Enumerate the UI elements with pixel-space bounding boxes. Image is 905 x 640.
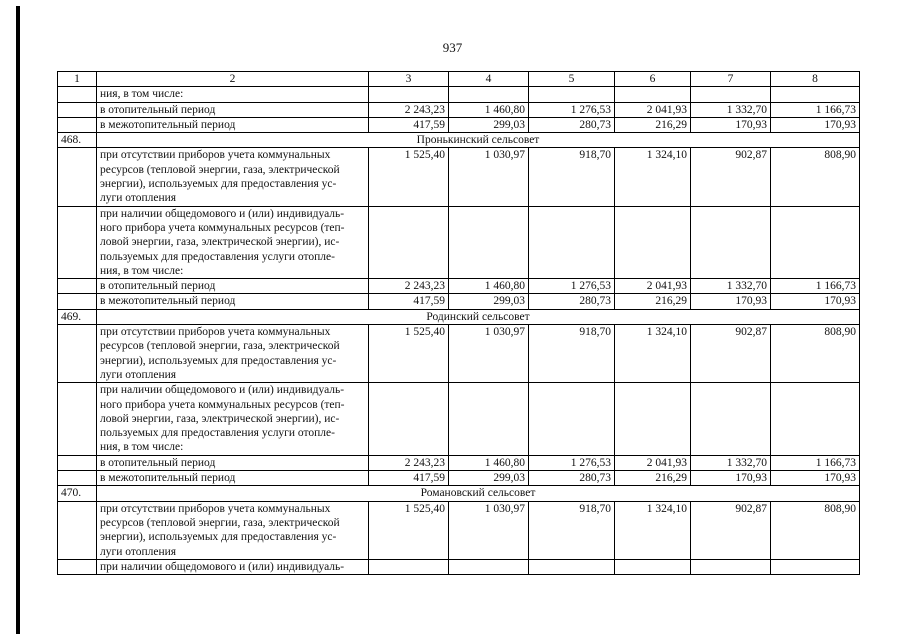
value-cell: 216,29: [615, 117, 691, 132]
value-cell: 417,59: [369, 294, 449, 309]
desc-line: ния, в том числе:: [100, 264, 184, 277]
col-header: 1: [58, 72, 97, 87]
table-row: [58, 294, 860, 309]
empty-cell: [58, 148, 97, 206]
empty-cell: [369, 559, 449, 574]
section-row: [58, 133, 860, 148]
empty-cell: [615, 383, 691, 455]
empty-cell: [58, 87, 97, 102]
desc-cell: ния, в том числе:: [97, 87, 369, 102]
scan-edge: [16, 6, 20, 634]
desc-line: ного прибора учета коммунальных ресурсов (теп-: [100, 221, 345, 234]
desc-line: при отсутствии приборов учета коммунальных: [100, 326, 331, 339]
value-cell: 902,87: [691, 501, 771, 559]
desc-line: пользуемых для предоставления услуги отопле-: [100, 250, 335, 263]
empty-cell: [529, 383, 615, 455]
empty-cell: [449, 206, 529, 278]
desc-line: ресурсов (тепловой энергии, газа, электрической: [100, 163, 340, 176]
desc-cell: [97, 559, 369, 574]
desc-line: при наличии общедомового и (или) индивидуаль-: [100, 207, 345, 220]
empty-cell: [449, 383, 529, 455]
header-row: [58, 72, 860, 87]
empty-cell: [691, 383, 771, 455]
desc-line: пользуемых для предоставления услуги отопле-: [100, 427, 335, 440]
value-cell: 1 324,10: [615, 148, 691, 206]
empty-cell: [449, 559, 529, 574]
value-cell: 1 525,40: [369, 148, 449, 206]
value-cell: 918,70: [529, 501, 615, 559]
desc-line: ресурсов (тепловой энергии, газа, электрической: [100, 340, 340, 353]
section-name: Пронькинский сельсовет: [97, 133, 860, 148]
empty-cell: [369, 383, 449, 455]
desc-cell: в межотопительный период: [97, 471, 369, 486]
empty-cell: [691, 206, 771, 278]
value-cell: 1 030,97: [449, 501, 529, 559]
table-row: [58, 87, 860, 102]
value-cell: 417,59: [369, 471, 449, 486]
empty-cell: [615, 559, 691, 574]
table-row: [58, 383, 860, 455]
value-cell: 1 276,53: [529, 102, 615, 117]
empty-cell: [58, 279, 97, 294]
empty-cell: [58, 383, 97, 455]
value-cell: 1 166,73: [771, 455, 860, 470]
value-cell: 170,93: [771, 471, 860, 486]
empty-cell: [58, 117, 97, 132]
desc-line: ловой энергии, газа, электрической энергии), ис-: [100, 236, 340, 249]
value-cell: 216,29: [615, 471, 691, 486]
table-row: [58, 206, 860, 278]
value-cell: 280,73: [529, 117, 615, 132]
col-header: 2: [97, 72, 369, 87]
empty-cell: [529, 87, 615, 102]
desc-line: луги отопления: [100, 368, 177, 381]
desc-line: при отсутствии приборов учета коммунальных: [100, 149, 331, 162]
value-cell: 1 324,10: [615, 325, 691, 383]
value-cell: 170,93: [771, 117, 860, 132]
desc-cell: в отопительный период: [97, 279, 369, 294]
empty-cell: [529, 559, 615, 574]
value-cell: 1 324,10: [615, 501, 691, 559]
table-row: [58, 102, 860, 117]
desc-cell: в межотопительный период: [97, 294, 369, 309]
empty-cell: [58, 325, 97, 383]
desc-line: ловой энергии, газа, электрической энергии), ис-: [100, 412, 340, 425]
section-number: 468.: [58, 133, 97, 148]
value-cell: 299,03: [449, 471, 529, 486]
value-cell: 1 166,73: [771, 102, 860, 117]
value-cell: 170,93: [691, 294, 771, 309]
value-cell: 1 276,53: [529, 455, 615, 470]
value-cell: 170,93: [691, 117, 771, 132]
value-cell: 170,93: [771, 294, 860, 309]
table-row: [58, 117, 860, 132]
desc-line: ного прибора учета коммунальных ресурсов (теп-: [100, 398, 345, 411]
desc-cell: [97, 383, 369, 455]
section-name: Родинский сельсовет: [97, 309, 860, 324]
col-header: 4: [449, 72, 529, 87]
empty-cell: [58, 559, 97, 574]
page-number: 937: [442, 40, 463, 55]
desc-cell: в отопительный период: [97, 102, 369, 117]
table-row: [58, 559, 860, 574]
value-cell: 808,90: [771, 325, 860, 383]
empty-cell: [615, 87, 691, 102]
value-cell: 1 276,53: [529, 279, 615, 294]
value-cell: 1 460,80: [449, 455, 529, 470]
desc-line: ресурсов (тепловой энергии, газа, электрической: [100, 516, 340, 529]
desc-line: энергии), используемых для предоставления ус-: [100, 354, 337, 367]
section-row: [58, 486, 860, 501]
value-cell: 1 030,97: [449, 148, 529, 206]
value-cell: 918,70: [529, 148, 615, 206]
value-cell: 2 243,23: [369, 102, 449, 117]
desc-cell: [97, 501, 369, 559]
value-cell: 299,03: [449, 294, 529, 309]
table-row: [58, 325, 860, 383]
section-row: [58, 309, 860, 324]
col-header: 8: [771, 72, 860, 87]
desc-line: при наличии общедомового и (или) индивидуаль-: [100, 384, 345, 397]
desc-line: энергии), используемых для предоставления ус-: [100, 531, 337, 544]
desc-cell: [97, 206, 369, 278]
value-cell: 2 041,93: [615, 455, 691, 470]
empty-cell: [771, 206, 860, 278]
desc-line: энергии), используемых для предоставления ус-: [100, 178, 337, 191]
col-header: 6: [615, 72, 691, 87]
value-cell: 1 332,70: [691, 279, 771, 294]
desc-line: ния, в том числе:: [100, 441, 184, 454]
value-cell: 280,73: [529, 471, 615, 486]
value-cell: 1 030,97: [449, 325, 529, 383]
desc-line: луги отопления: [100, 192, 177, 205]
value-cell: 2 243,23: [369, 279, 449, 294]
section-number: 470.: [58, 486, 97, 501]
value-cell: 1 166,73: [771, 279, 860, 294]
tariff-table: [57, 71, 860, 575]
value-cell: 216,29: [615, 294, 691, 309]
table-row: [58, 471, 860, 486]
empty-cell: [449, 87, 529, 102]
value-cell: 2 243,23: [369, 455, 449, 470]
empty-cell: [615, 206, 691, 278]
section-name: Романовский сельсовет: [97, 486, 860, 501]
empty-cell: [58, 471, 97, 486]
value-cell: 1 460,80: [449, 279, 529, 294]
col-header: 5: [529, 72, 615, 87]
empty-cell: [529, 206, 615, 278]
empty-cell: [771, 87, 860, 102]
empty-cell: [771, 559, 860, 574]
empty-cell: [369, 87, 449, 102]
table-row: [58, 279, 860, 294]
value-cell: 902,87: [691, 325, 771, 383]
desc-cell: в отопительный период: [97, 455, 369, 470]
desc-line: луги отопления: [100, 545, 177, 558]
value-cell: 1 332,70: [691, 102, 771, 117]
value-cell: 2 041,93: [615, 279, 691, 294]
value-cell: 2 041,93: [615, 102, 691, 117]
section-number: 469.: [58, 309, 97, 324]
empty-cell: [58, 206, 97, 278]
value-cell: 417,59: [369, 117, 449, 132]
empty-cell: [58, 455, 97, 470]
value-cell: 1 525,40: [369, 325, 449, 383]
value-cell: 902,87: [691, 148, 771, 206]
value-cell: 808,90: [771, 501, 860, 559]
value-cell: 1 332,70: [691, 455, 771, 470]
col-header: 7: [691, 72, 771, 87]
value-cell: 280,73: [529, 294, 615, 309]
empty-cell: [58, 294, 97, 309]
table-row: [58, 455, 860, 470]
col-header: 3: [369, 72, 449, 87]
desc-cell: [97, 148, 369, 206]
empty-cell: [771, 383, 860, 455]
empty-cell: [58, 102, 97, 117]
table-row: [58, 501, 860, 559]
value-cell: 1 460,80: [449, 102, 529, 117]
desc-line: при отсутствии приборов учета коммунальных: [100, 502, 331, 515]
value-cell: 170,93: [691, 471, 771, 486]
empty-cell: [58, 501, 97, 559]
empty-cell: [691, 559, 771, 574]
empty-cell: [691, 87, 771, 102]
desc-cell: [97, 325, 369, 383]
empty-cell: [369, 206, 449, 278]
value-cell: 918,70: [529, 325, 615, 383]
desc-line: при наличии общедомового и (или) индивидуаль-: [100, 560, 345, 573]
table-row: [58, 148, 860, 206]
value-cell: 1 525,40: [369, 501, 449, 559]
value-cell: 299,03: [449, 117, 529, 132]
value-cell: 808,90: [771, 148, 860, 206]
desc-cell: в межотопительный период: [97, 117, 369, 132]
